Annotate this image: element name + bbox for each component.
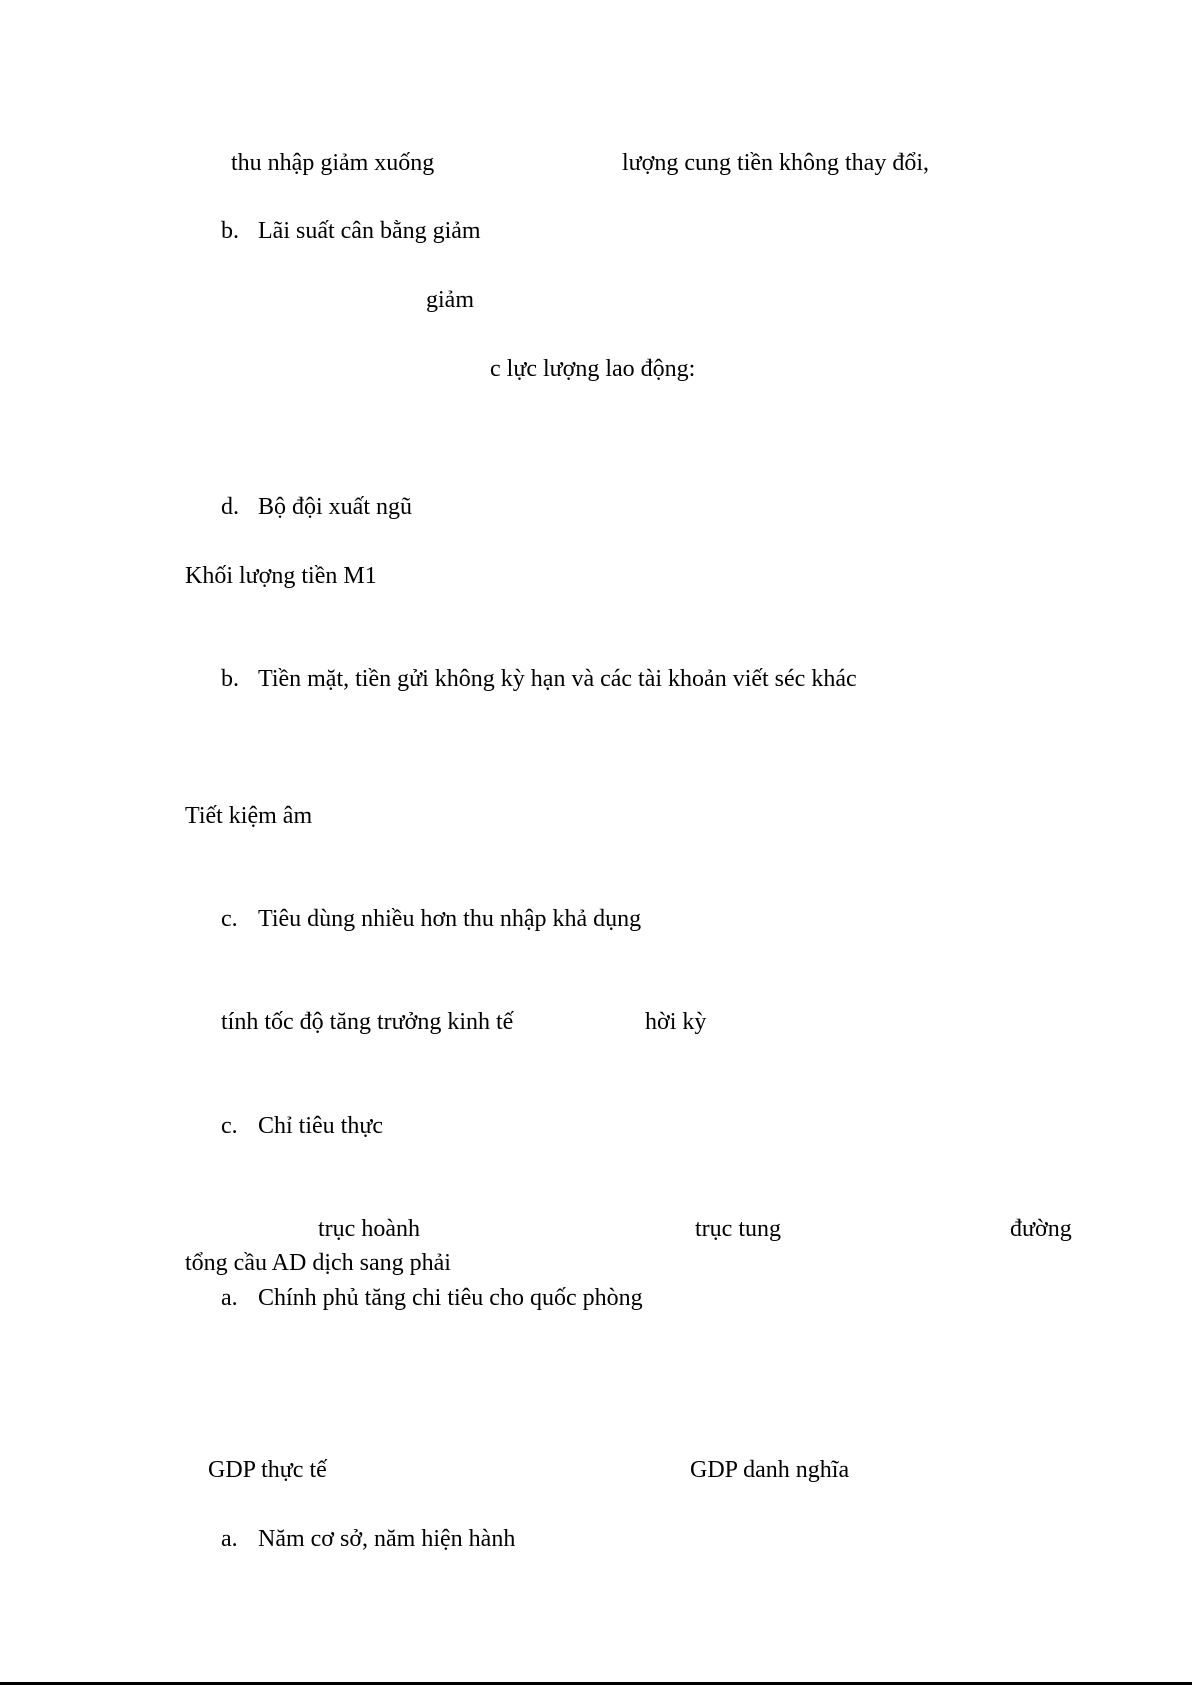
list-marker-a: a. <box>221 1285 238 1311</box>
option-c-tieu-dung: Tiêu dùng nhiều hơn thu nhập khả dụng <box>258 906 642 932</box>
option-a-nam-co-so: Năm cơ sở, năm hiện hành <box>258 1526 516 1552</box>
text-toc-do-tang-truong: tính tốc độ tăng trưởng kinh tế <box>221 1009 514 1035</box>
option-b-tien-mat: Tiền mặt, tiền gửi không kỳ hạn và các tài khoản viết séc khác <box>258 666 857 692</box>
text-gdp-danh-nghia: GDP danh nghĩa <box>690 1457 850 1483</box>
text-giam: giảm <box>426 287 474 313</box>
option-c-chi-tieu-thuc: Chỉ tiêu thực <box>258 1113 383 1139</box>
option-b-lai-suat: Lãi suất cân bằng giảm <box>258 218 481 244</box>
list-marker-c: c. <box>221 1113 238 1139</box>
list-marker-d: d. <box>221 494 239 520</box>
list-marker-a: a. <box>221 1526 238 1552</box>
text-gdp-thuc-te: GDP thực tế <box>208 1457 327 1483</box>
question-tiet-kiem-am: Tiết kiệm âm <box>185 803 313 829</box>
text-tong-cau: tổng cầu AD dịch sang phải <box>185 1250 451 1276</box>
text-thu-nhap-giam-xuong: thu nhập giảm xuống <box>231 150 435 176</box>
option-a-chinh-phu: Chính phủ tăng chi tiêu cho quốc phòng <box>258 1285 643 1311</box>
list-marker-b: b. <box>221 666 239 692</box>
option-d-bo-doi: Bộ đội xuất ngũ <box>258 494 412 520</box>
text-duong: đường <box>1010 1216 1072 1242</box>
question-khoi-luong-tien: Khối lượng tiền M1 <box>185 563 377 589</box>
list-marker-c: c. <box>221 906 238 932</box>
text-luc-luong-lao-dong: c lực lượng lao động: <box>490 356 696 382</box>
text-truc-tung: trục tung <box>695 1216 781 1242</box>
text-hoi-ky: hời kỳ <box>645 1009 707 1035</box>
text-luong-cung-tien: lượng cung tiền không thay đổi, <box>622 150 929 176</box>
list-marker-b: b. <box>221 218 239 244</box>
text-truc-hoanh: trục hoành <box>318 1216 420 1242</box>
